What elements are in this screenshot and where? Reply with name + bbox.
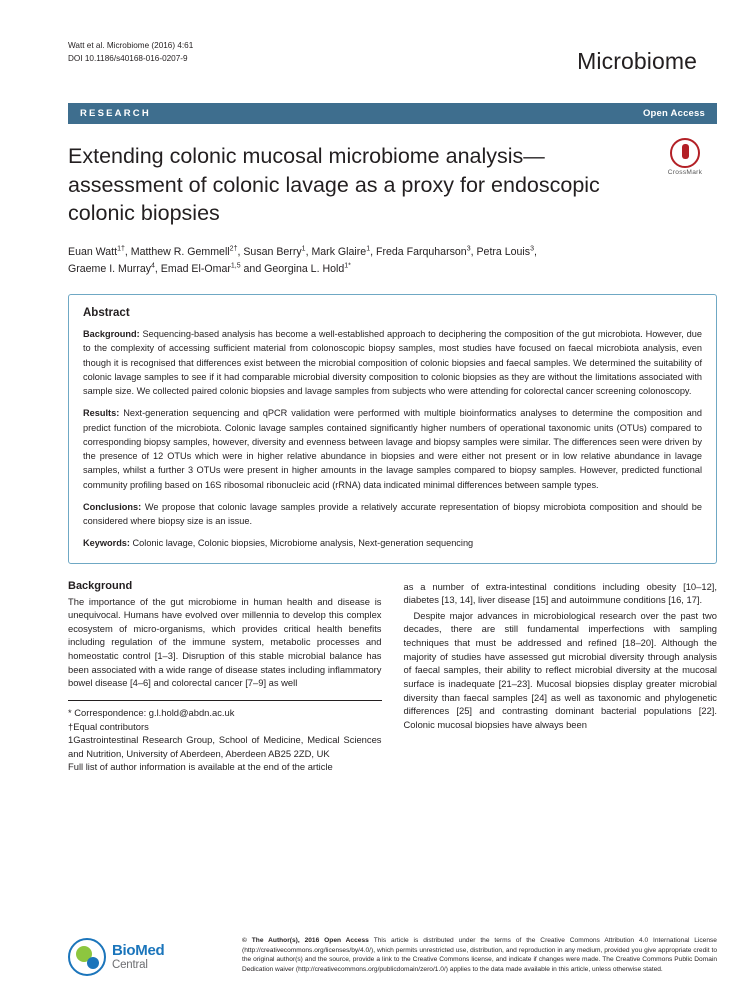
research-open-access-bar <box>68 103 717 124</box>
author-line-1: Euan Watt$^{1\dagger}$, Matthew R. Gemmell$^{2\dagger}$, Susan Berry$^1$, Mark Glaire$^1$, Freda Farquharson$^3$, Petra Louis$^3$, <box>68 245 537 258</box>
background-paragraph-1: The importance of the gut microbiome in human health and disease is unequivocal. Humans have evolved over millennia to develop this complex ecosystem of micro-organisms, which provides critical health benefits including regulation of the immune system, metabolic processes and homeostatic control [1–3]. Disruption of this stable microbial balance has been associated with a wide range of disease states including inflammatory bowel disease [4–6] and colorectal cancer [7–9] as well <box>68 595 382 689</box>
background-section-heading: Background <box>68 579 133 592</box>
body-columns <box>68 580 717 775</box>
logo-bottom-text: Central <box>112 958 148 971</box>
abstract-results-label: Results: <box>83 408 120 419</box>
license-open-access: Open Access <box>324 937 374 944</box>
license-statement <box>242 936 717 974</box>
abstract-conclusions-label: Conclusions: <box>83 501 142 512</box>
abstract-keywords <box>83 536 702 550</box>
author-footnote <box>68 700 382 774</box>
abstract-keywords-text: Colonic lavage, Colonic biopsies, Microbiome analysis, Next-generation sequencing <box>129 538 474 549</box>
abstract-box <box>68 294 717 564</box>
title-block <box>68 142 717 228</box>
equal-contributors-line: †Equal contributors <box>68 720 149 732</box>
author-line-2: Graeme I. Murray$^4$, Emad El-Omar$^{1,5}$ and Georgina L. Hold$^{1*}$ <box>68 262 351 275</box>
biomed-central-wordmark <box>112 943 164 971</box>
abstract-results-text: Next-generation sequencing and qPCR validation were performed with multiple bioinformatics analyses to determine the composition and predict function of the microbiota. Colonic lavage samples contained significantly higher numbers of operational taxonomic units (OTUs) compared to corresponding biopsy samples, however, diversity and evenness between lavage and biopsy samples were similar. The differences seen were driven by the presence of 12 OTUs which were in higher relative abundance in biopsies and were either not present or in low relative abundance in lavage samples, whilst a further 3 OTUs were present in higher amounts in the lavage samples compared to biopsy samples. However, predicted functional community profiling based on 16S ribosomal ribonucleic acid (rRNA) data indicated minimal differences between sample types. <box>83 408 702 490</box>
crossmark-badge[interactable] <box>657 138 713 176</box>
logo-top-text: BioMed <box>112 941 165 959</box>
abstract-background <box>83 327 702 398</box>
open-access-label: Open Access <box>642 108 705 119</box>
biomed-central-logo <box>68 936 228 976</box>
masthead <box>0 0 753 75</box>
abstract-heading: Abstract <box>83 307 130 320</box>
abstract-conclusions <box>83 500 702 529</box>
page-footer <box>68 936 717 976</box>
abstract-background-label: Background: <box>83 329 140 340</box>
right-column <box>404 580 718 775</box>
biomed-central-icon <box>68 938 106 976</box>
abstract-results <box>83 406 702 492</box>
citation-block <box>68 40 193 65</box>
author-list <box>68 244 683 278</box>
crossmark-icon <box>670 138 700 168</box>
affiliation-line: 1Gastrointestinal Research Group, School of Medicine, Medical Sciences and Nutrition, University of Aberdeen, Aberdeen AB25 2ZD, UK <box>68 734 382 759</box>
background-paragraph-2: as a number of extra-intestinal conditions including obesity [10–12], diabetes [13, 14], liver disease [15] and autoimmune conditions [16, 17]. <box>403 580 717 606</box>
abstract-keywords-label: Keywords: <box>83 538 130 549</box>
left-column <box>68 580 382 775</box>
abstract-conclusions-text: We propose that colonic lavage samples provide a relatively accurate representation of biopsy microbiota composition and should be considered where biopsy size is an issue. <box>83 501 702 527</box>
license-body-text: This article is distributed under the terms of the Creative Commons Attribution 4.0 International License (http://creativecommons.org/licenses/by/4.0/), which permits unrestricted use, distribution, and reproduction in any medium, provided you give appropriate credit to the original author(s) and the source, provide a link to the Creative Commons license, and indicate if changes were made. The Creative Commons Public Domain Dedication waiver (http://creativecommons.org/publicdomain/zero/1.0/) applies to the data made available in this article, unless otherwise stated. <box>242 937 717 973</box>
journal-title: Microbiome <box>577 48 697 74</box>
citation-line-2: DOI 10.1186/s40168-016-0207-9 <box>68 53 188 63</box>
citation-line-1: Watt et al. Microbiome (2016) 4:61 <box>68 41 194 50</box>
background-paragraph-3: Despite major advances in microbiological research over the past two decades, there are still fundamental imperfections with sampling techniques that must be addressed and refined [18–20]. Although the majority of studies have assessed gut microbial diversity through analysis of faecal samples, their ability to reflect microbial diversity at the mucosal surface is inadequate [21–23]. Mucosal biopsies display greater microbial diversity than faecal samples [24] as well as taxonomic and phylogenetic differences [25] and contrasting dominant bacterial populations [22]. Colonic mucosal biopsies have always been <box>403 609 717 730</box>
page-title: Extending colonic mucosal microbiome analysis—assessment of colonic lavage as a proxy for endoscopic colonic biopsies <box>68 144 600 226</box>
license-copyright: © The Author(s), 2016 <box>242 937 325 944</box>
full-author-list-line: Full list of author information is available at the end of the article <box>68 761 333 773</box>
correspondence-line: * Correspondence: g.l.hold@abdn.ac.uk <box>68 706 235 718</box>
crossmark-label: CrossMark <box>667 169 703 176</box>
abstract-background-text: Sequencing-based analysis has become a well-established approach to deciphering the composition of the gut microbiota. However, due to the complexity of accessing sufficient material from colonoscopic biopsy samples, most studies have focused on faecal microbiota analysis, even though it is recognised that differences exist between the microbial composition of colonic biopsies and faecal samples. We determined the suitability of colonic lavage samples to see if it had comparable microbial diversity composition to colonic biopsies as they are without the limitations associated with sample size. We collected paired colonic biopsies and lavage samples from subjects who were attending for colorectal cancer screening colonoscopy. <box>83 329 702 397</box>
article-type-label: RESEARCH <box>80 108 151 119</box>
